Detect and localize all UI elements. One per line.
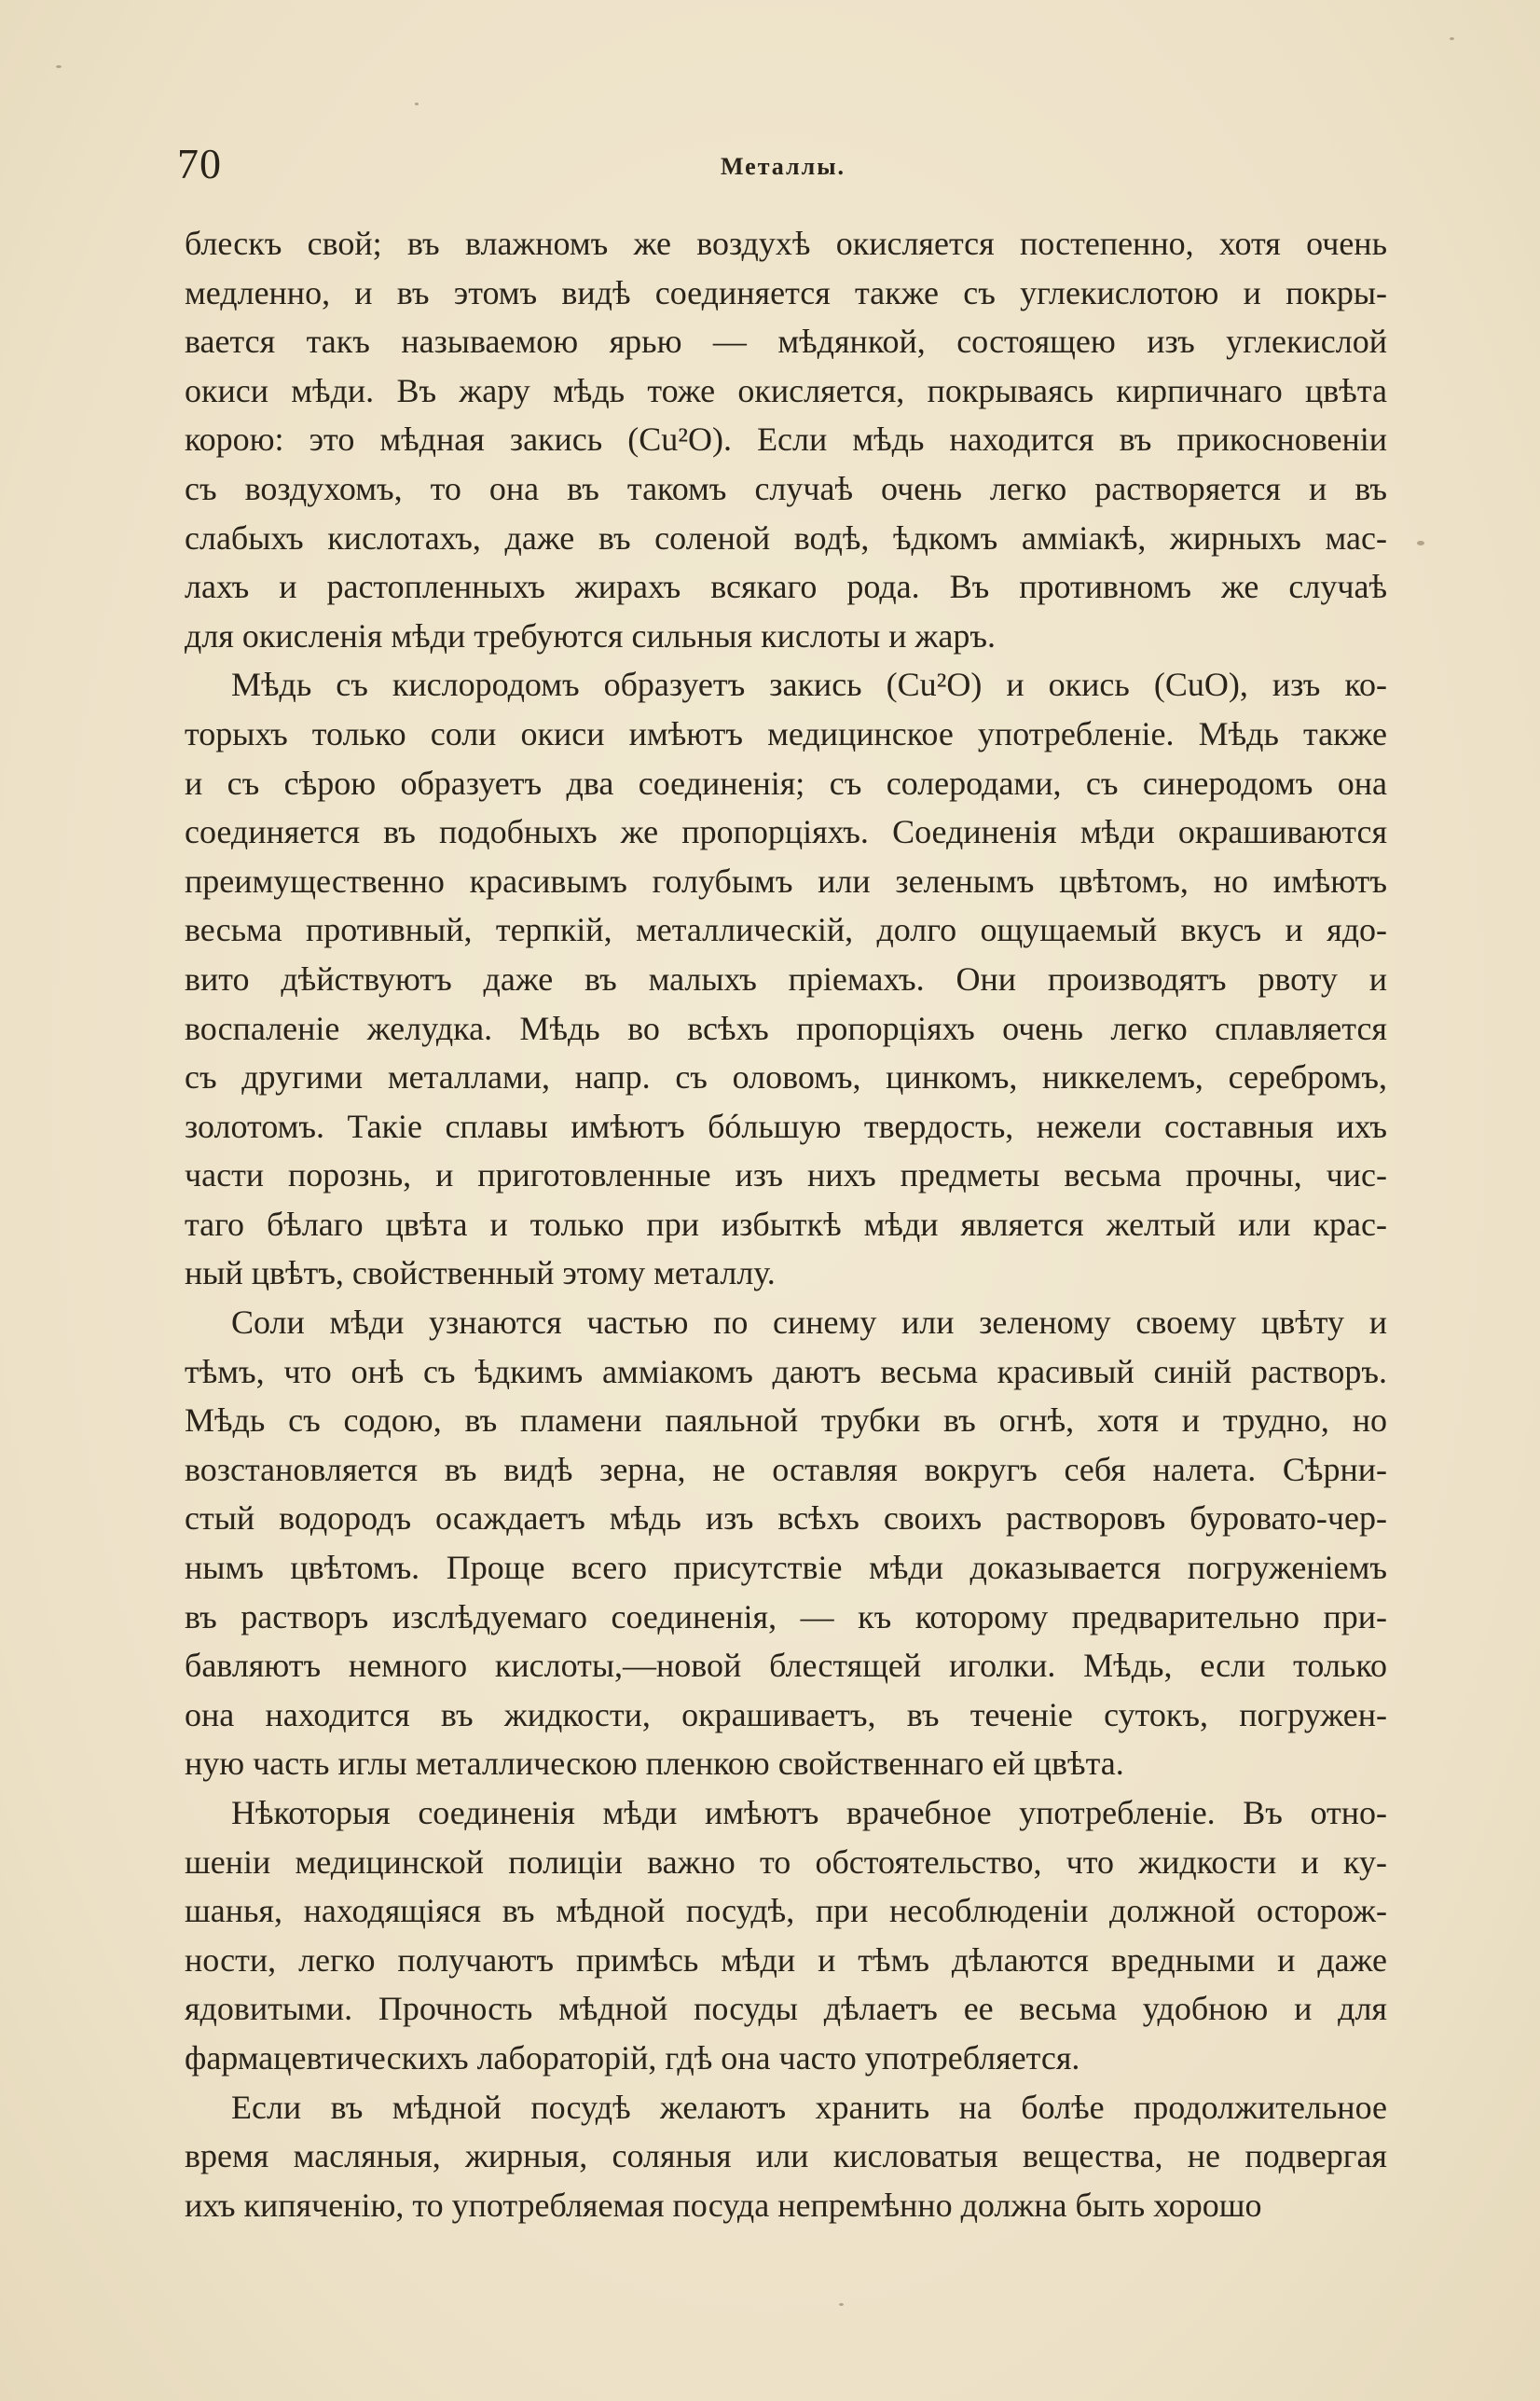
text-line: Нѣкоторыя соединенія мѣди имѣютъ врачебное употребленіе. Въ отно- xyxy=(231,1794,1387,1831)
text-line: ную часть иглы металлическою пленкою свойственнаго ей цвѣта. xyxy=(185,1745,1124,1783)
paper-speck xyxy=(415,103,419,105)
text-line: возстановляется въ видѣ зерна, не оставляя вокругъ себя налета. Сѣрни- xyxy=(185,1450,1387,1488)
text-line: ный цвѣтъ, свойственный этому металлу. xyxy=(185,1254,776,1292)
text-line: воспаленіе желудка. Мѣдь во всѣхъ пропорціяхъ очень легко сплавляется xyxy=(185,1009,1387,1047)
text-line: и съ сѣрою образуетъ два соединенія; съ солеродами, съ синеродомъ она xyxy=(185,764,1387,802)
paper-speck xyxy=(839,2303,844,2306)
paragraph xyxy=(185,660,1387,1298)
text-line: лахъ и растопленныхъ жирахъ всякаго рода. Въ противномъ же случаѣ xyxy=(185,568,1387,606)
text-line: ихъ кипяченію, то употребляемая посуда непремѣнно должна быть хорошо xyxy=(185,2186,1262,2224)
text-line: Если въ мѣдной посудѣ желаютъ хранить на болѣе продолжительное xyxy=(231,2088,1387,2126)
text-line: весьма противный, терпкій, металлическій, долго ощущаемый вкусъ и ядо- xyxy=(185,911,1387,949)
text-line: стый водородъ осаждаетъ мѣдь изъ всѣхъ своихъ растворовъ буровато-чер- xyxy=(185,1499,1387,1538)
text-line: вается такъ называемою ярью — мѣдянкой, состоящею изъ углекислой xyxy=(185,323,1387,361)
text-line: золотомъ. Такіе сплавы имѣютъ бóльшую твердость, нежели составныя ихъ xyxy=(185,1107,1387,1145)
running-title: Металлы. xyxy=(720,153,846,180)
text-line: блескъ свой; въ влажномъ же воздухѣ окисляется постепенно, хотя очень xyxy=(185,225,1387,262)
text-line: слабыхъ кислотахъ, даже въ соленой водѣ, ѣдкомъ амміакѣ, жирныхъ мас- xyxy=(185,518,1387,557)
text-line: для окисленія мѣди требуются сильныя кислоты и жаръ. xyxy=(185,616,996,655)
text-line: ядовитыми. Прочность мѣдной посуды дѣлаетъ ее весьма удобною и для xyxy=(185,1990,1387,2028)
paragraph xyxy=(185,1298,1387,1788)
text-line: окиси мѣди. Въ жару мѣдь тоже окисляется, покрываясь кирпичнаго цвѣта xyxy=(185,371,1387,409)
text-line: нымъ цвѣтомъ. Проще всего присутствіе мѣди доказывается погруженіемъ xyxy=(185,1549,1387,1587)
text-line: шанья, находящіяся въ мѣдной посудѣ, при несоблюденіи должной осторож- xyxy=(185,1892,1387,1930)
paper-speck xyxy=(56,65,62,68)
text-line: время масляныя, жирныя, соляныя или кисловатыя вещества, не подвергая xyxy=(185,2137,1387,2175)
text-line: корою: это мѣдная закись (Cu²O). Если мѣдь находится въ прикосновеніи xyxy=(185,421,1387,459)
text-line: соединяется въ подобныхъ же пропорціяхъ. Соединенія мѣди окрашиваются xyxy=(185,813,1387,851)
text-line: преимущественно красивымъ голубымъ или зеленымъ цвѣтомъ, но имѣютъ xyxy=(185,862,1387,900)
paper-speck xyxy=(1450,37,1454,40)
page-header xyxy=(177,140,1389,196)
paper-speck xyxy=(1417,541,1424,545)
text-line: шеніи медицинской полиціи важно то обстоятельство, что жидкости и ку- xyxy=(185,1842,1387,1881)
text-line: части порознь, и приготовленные изъ нихъ предметы весьма прочны, чис- xyxy=(185,1156,1387,1194)
text-line: Мѣдь съ кислородомъ образуетъ закись (Cu²O) и окись (CuO), изъ ко- xyxy=(231,666,1387,704)
body-text xyxy=(185,219,1387,2229)
text-line: торыхъ только соли окиси имѣютъ медицинское употребленіе. Мѣдь также xyxy=(185,714,1387,752)
text-line: медленно, и въ этомъ видѣ соединяется также съ углекислотою и покры- xyxy=(185,273,1387,311)
paragraph xyxy=(185,219,1387,660)
text-line: Мѣдь съ содою, въ пламени паяльной трубки въ огнѣ, хотя и трудно, но xyxy=(185,1401,1387,1440)
text-line: таго бѣлаго цвѣта и только при избыткѣ мѣди является желтый или крас- xyxy=(185,1205,1387,1243)
text-line: тѣмъ, что онѣ съ ѣдкимъ амміакомъ даютъ весьма красивый синій растворъ. xyxy=(185,1352,1387,1390)
text-line: фармацевтическихъ лабораторій, гдѣ она часто употребляется. xyxy=(185,2038,1080,2077)
text-line: ности, легко получаютъ примѣсь мѣди и тѣмъ дѣлаются вредными и даже xyxy=(185,1940,1387,1979)
page-number: 70 xyxy=(177,140,222,187)
text-line: съ другими металлами, напр. съ оловомъ, цинкомъ, никкелемъ, серебромъ, xyxy=(185,1058,1387,1097)
text-line: въ растворъ изслѣдуемаго соединенія, — къ которому предварительно при- xyxy=(185,1597,1387,1635)
text-line: вито дѣйствуютъ даже въ малыхъ пріемахъ. Они производятъ рвоту и xyxy=(185,959,1387,998)
paragraph xyxy=(185,2083,1387,2230)
text-line: она находится въ жидкости, окрашиваетъ, въ теченіе сутокъ, погружен- xyxy=(185,1695,1387,1733)
paragraph xyxy=(185,1788,1387,2083)
text-line: бавляютъ немного кислоты,—новой блестящей иголки. Мѣдь, если только xyxy=(185,1647,1387,1685)
text-line: Соли мѣди узнаются частью по синему или зеленому своему цвѣту и xyxy=(231,1304,1387,1342)
text-line: съ воздухомъ, то она въ такомъ случаѣ очень легко растворяется и въ xyxy=(185,469,1387,507)
